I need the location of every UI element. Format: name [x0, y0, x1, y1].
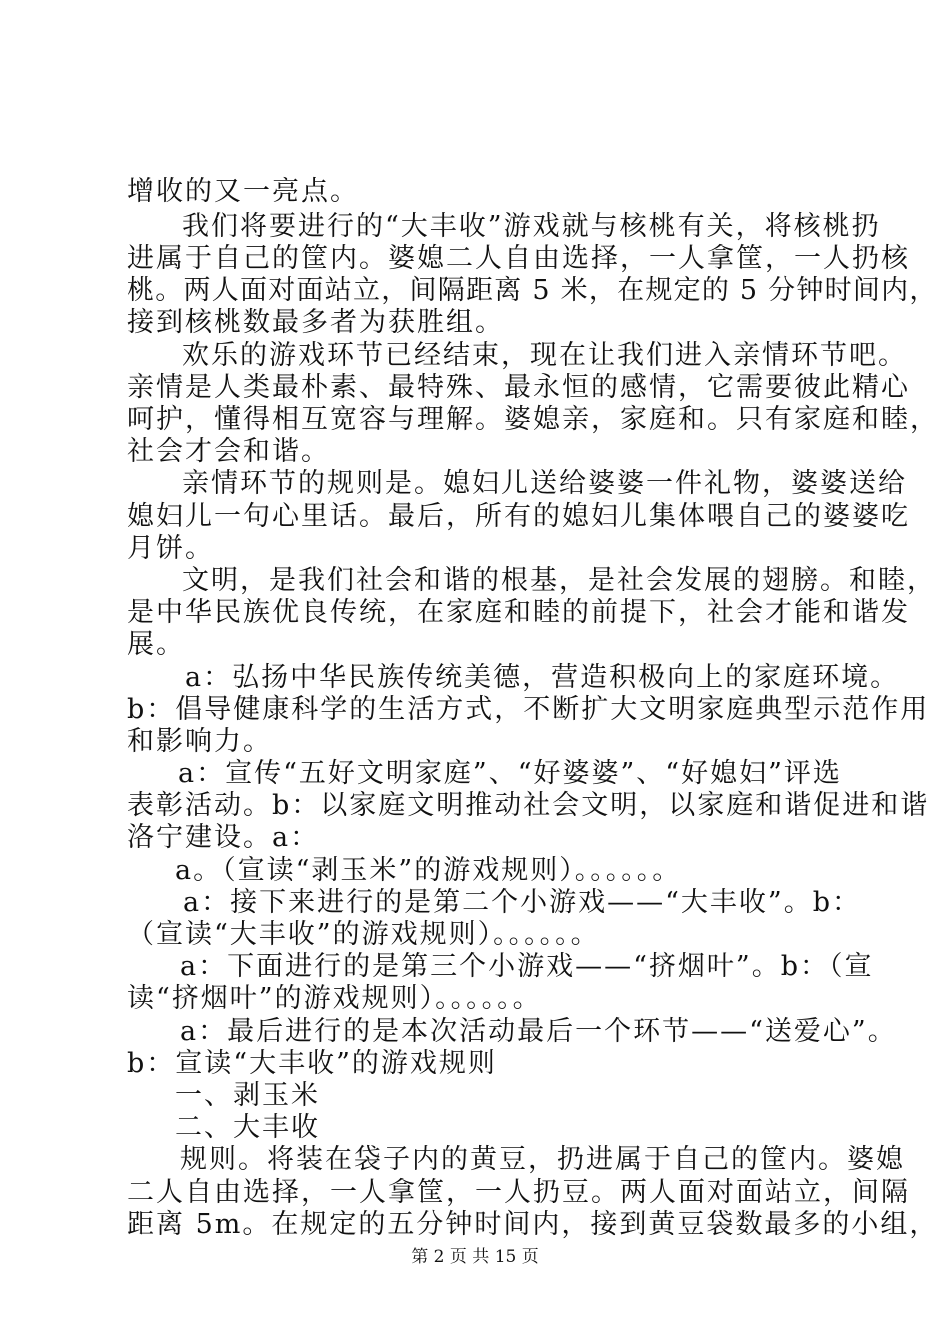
text-line: 亲情环节的规则是。媳妇儿送给婆婆一件礼物，婆婆送给	[182, 468, 907, 499]
text-line: 洛宁建设。a：	[127, 822, 320, 853]
text-line: 接到核桃数最多者为获胜组。	[127, 307, 504, 338]
text-line: 桃。两人面对面站立，间隔距离 5 米，在规定的 5 分钟时间内，	[127, 275, 938, 306]
text-line: 我们将要进行的“大丰收”游戏就与核桃有关，将核桃扔	[182, 211, 881, 242]
text-line: a：弘扬中华民族传统美德，营造积极向上的家庭环境。	[185, 662, 900, 693]
text-line: 亲情是人类最朴素、最特殊、最永恒的感情，它需要彼此精心	[127, 372, 910, 403]
text-line: 呵护，懂得相互宽容与理解。婆媳亲，家庭和。只有家庭和睦，	[127, 404, 939, 435]
text-line: 规则。将装在袋子内的黄豆，扔进属于自己的筐内。婆媳	[180, 1144, 905, 1175]
text-line: b：宣读“大丰收”的游戏规则	[127, 1048, 497, 1079]
text-line: 进属于自己的筐内。婆媳二人自由选择，一人拿筐，一人扔核	[127, 243, 910, 274]
text-line: 欢乐的游戏环节已经结束，现在让我们进入亲情环节吧。	[182, 340, 907, 371]
text-line: 二人自由选择，一人拿筐，一人扔豆。两人面对面站立，间隔	[127, 1177, 910, 1208]
text-line: 文明，是我们社会和谐的根基，是社会发展的翅膀。和睦，	[182, 565, 936, 596]
page-number: 第 2 页 共 15 页	[411, 1247, 539, 1267]
text-line: 读“挤烟叶”的游戏规则）。。。。。。	[127, 983, 542, 1014]
text-line: a。（宣读“剥玉米”的游戏规则）。。。。。。	[175, 855, 682, 886]
text-line: 是中华民族优良传统，在家庭和睦的前提下，社会才能和谐发	[127, 597, 910, 628]
text-line: 媳妇儿一句心里话。最后，所有的媳妇儿集体喂自己的婆婆吃	[127, 501, 910, 532]
text-line: a：下面进行的是第三个小游戏——“挤烟叶”。b：（宣	[180, 951, 874, 982]
text-line: a：接下来进行的是第二个小游戏——“大丰收”。b：	[183, 887, 861, 918]
text-line: 月饼。	[127, 533, 214, 564]
text-line: b：倡导健康科学的生活方式，不断扩大文明家庭典型示范作用	[127, 694, 930, 725]
text-line: （宣读“大丰收”的游戏规则）。。。。。。	[127, 919, 600, 950]
text-line: 增收的又一亮点。	[127, 176, 359, 207]
text-line: a：宣传“五好文明家庭”、“好婆婆”、“好媳妇”评选	[178, 758, 842, 789]
text-line: 表彰活动。b：以家庭文明推动社会文明，以家庭和谐促进和谐	[127, 790, 930, 821]
text-line: 距离 5m。在规定的五分钟时间内，接到黄豆袋数最多的小组，	[127, 1209, 939, 1240]
text-line: 和影响力。	[127, 726, 272, 757]
text-line: a：最后进行的是本次活动最后一个环节——“送爱心”。	[180, 1016, 897, 1047]
text-line: 一、剥玉米	[175, 1080, 320, 1111]
text-line: 展。	[127, 629, 185, 660]
text-line: 社会才会和谐。	[127, 436, 330, 467]
page-footer	[0, 1247, 950, 1267]
text-line: 二、大丰收	[175, 1112, 320, 1143]
